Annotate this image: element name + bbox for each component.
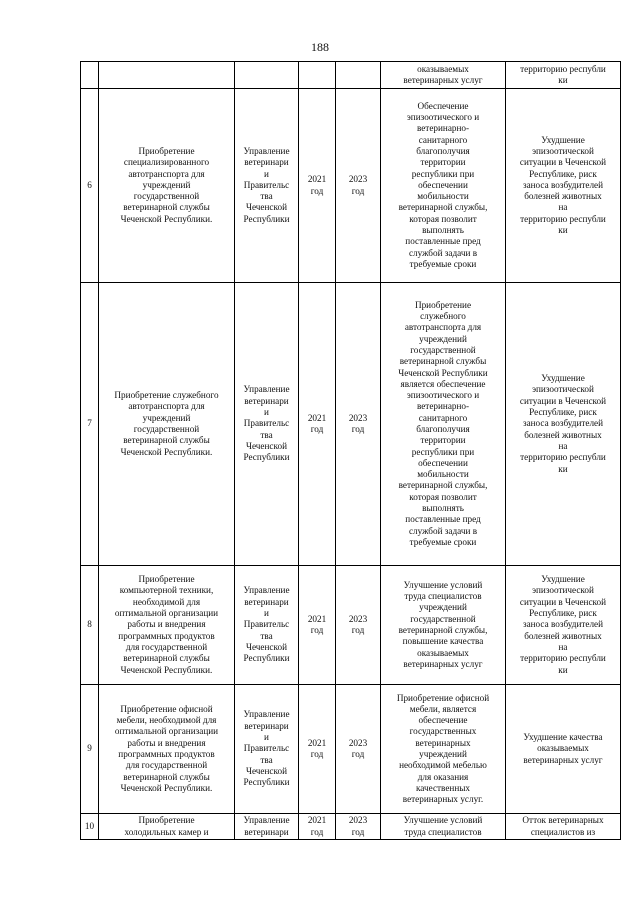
expected-result: Обеспечение эпизоотического и ветеринарно- санитарного благополучия территории республики при обеспечении мобильности ветеринарной службы, которая позволит выполнять поставленные пред службой задачи в требуемые сроки [381,89,506,283]
risk-consequence: Отток ветеринарных специалистов из [506,814,621,840]
executor: Управление ветеринари и Правительс тва Чеченской Республики [235,685,299,814]
risk-consequence: территорию республи ки [506,62,621,89]
start-year: 2021 год [299,89,336,283]
start-year: 2021 год [299,685,336,814]
table-row [81,814,621,840]
end-year [336,62,381,89]
table-row [81,89,621,283]
row-number: 9 [81,685,99,814]
executor [235,62,299,89]
expected-result: Улучшение условий труда специалистов [381,814,506,840]
executor: Управление ветеринари [235,814,299,840]
measure-name: Приобретение компьютерной техники, необходимой для оптимальной организации работы и внедрения программных продуктов для государственной ветеринарной службы Чеченской Республики. [99,566,235,685]
row-number [81,62,99,89]
end-year: 2023 год [336,283,381,566]
end-year: 2023 год [336,89,381,283]
measure-name: Приобретение холодильных камер и [99,814,235,840]
risk-consequence: Ухудшение эпизоотической ситуации в Чеченской Республике, риск заноса возбудителей болезней животных на территорию республи ки [506,283,621,566]
expected-result: Улучшение условий труда специалистов учреждений государственной ветеринарной службы, повышение качества оказываемых ветеринарных услуг [381,566,506,685]
start-year [299,62,336,89]
executor: Управление ветеринари и Правительс тва Чеченской Республики [235,566,299,685]
expected-result: оказываемых ветеринарных услуг [381,62,506,89]
risk-consequence: Ухудшение эпизоотической ситуации в Чеченской Республике, риск заноса возбудителей болезней животных на территорию республи ки [506,89,621,283]
start-year: 2021 год [299,814,336,840]
risk-consequence: Ухудшение качества оказываемых ветеринарных услуг [506,685,621,814]
end-year: 2023 год [336,566,381,685]
expected-result: Приобретение служебного автотранспорта для учреждений государственной ветеринарной службы Чеченской Республики является обеспечение эпизоотического и ветеринарно- санитарного благополучия территории республики при обеспечении мобильности ветеринарной службы, которая позволит выполнять поставленные пред службой задачи в требуемые сроки [381,283,506,566]
end-year: 2023 год [336,685,381,814]
table-row [81,62,621,89]
measure-name: Приобретение служебного автотранспорта для учреждений государственной ветеринарной службы Чеченской Республики. [99,283,235,566]
measure-name [99,62,235,89]
row-number: 10 [81,814,99,840]
measures-table [80,61,621,840]
table-row [81,685,621,814]
row-number: 6 [81,89,99,283]
row-number: 7 [81,283,99,566]
risk-consequence: Ухудшение эпизоотической ситуации в Чеченской Республике, риск заноса возбудителей болезней животных на территорию республи ки [506,566,621,685]
measure-name: Приобретение офисной мебели, необходимой для оптимальной организации работы и внедрения программных продуктов для государственной ветеринарной службы Чеченской Республики. [99,685,235,814]
executor: Управление ветеринари и Правительс тва Чеченской Республики [235,89,299,283]
page-number: 188 [311,40,329,54]
executor: Управление ветеринари и Правительс тва Чеченской Республики [235,283,299,566]
measure-name: Приобретение специализированного автотранспорта для учреждений государственной ветеринарной службы Чеченской Республики. [99,89,235,283]
table-row [81,283,621,566]
start-year: 2021 год [299,283,336,566]
end-year: 2023 год [336,814,381,840]
row-number: 8 [81,566,99,685]
start-year: 2021 год [299,566,336,685]
expected-result: Приобретение офисной мебели, является обеспечение государственных ветеринарных учреждений необходимой мебелью для оказания качественных ветеринарных услуг. [381,685,506,814]
table-row [81,566,621,685]
